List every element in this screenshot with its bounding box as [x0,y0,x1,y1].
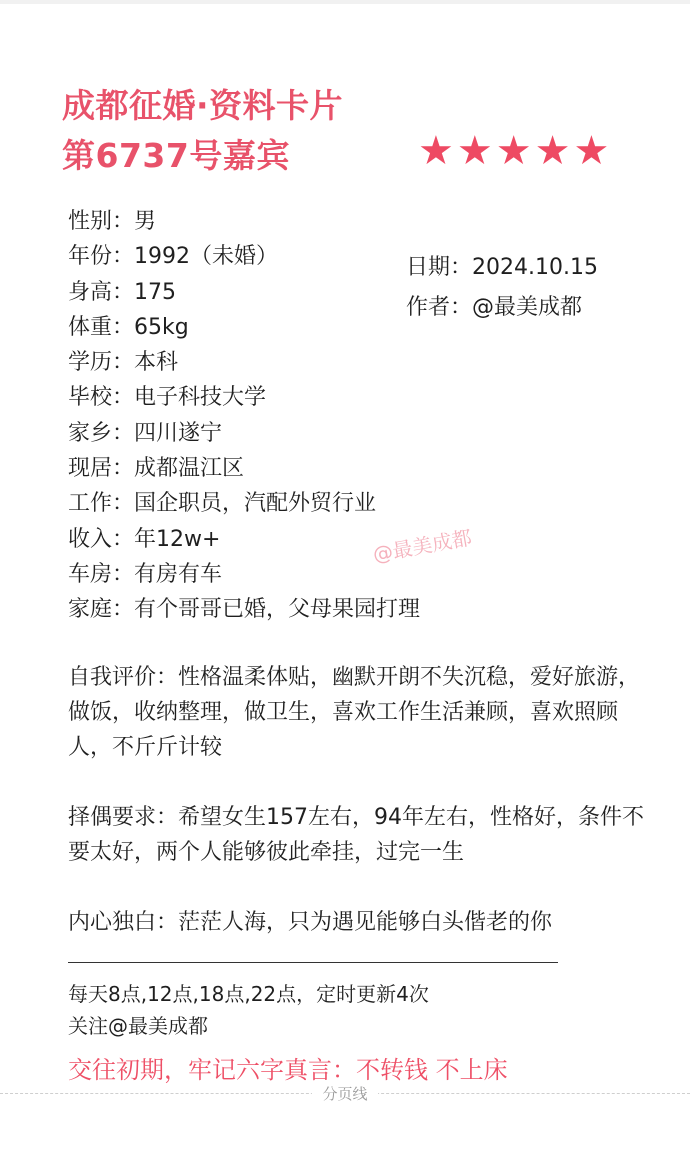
date-label: 日期 [406,255,451,280]
safety-warning: 交往初期，牢记六字真言：不转钱 不上床 [68,1056,508,1084]
footer-notes [68,978,429,1042]
follow-note: 关注@最美成都 [68,1014,208,1038]
profile-label: 身高 [68,279,113,305]
monologue-text: 茫茫人海，只为遇见能够白头偕老的你 [178,910,553,935]
requirements-text: 希望女生157左右，94年左右，性格好，条件不要太好，两个人能够彼此牵挂，过完一生 [68,805,645,865]
profile-label: 毕校 [68,385,113,411]
profile-value: 男 [134,209,157,234]
date-value: 2024.10.15 [472,255,598,280]
post-author: 作者：@最美成都 [406,295,583,320]
profile-value: 有房有车 [134,561,223,587]
monologue-label: 内心独白 [68,910,157,935]
profile-value: 国企职员，汽配外贸行业 [134,491,377,517]
profile-value: 四川遂宁 [134,420,223,446]
page-break [0,1083,690,1104]
profile-label: 工作 [68,491,113,517]
profile-value: 175 [134,279,177,305]
card-title: 成都征婚·资料卡片 [62,86,344,125]
profile-label: 年份 [68,244,113,270]
profile-value: 成都温江区 [134,456,245,482]
profile-label: 学历 [68,350,113,376]
profile-value: 本科 [134,350,179,376]
profile-row-height: 身高：175 [68,279,177,305]
profile-row-family: 家庭：有个哥哥已婚，父母果园打理 [68,597,421,623]
author-value: @最美成都 [472,295,583,320]
profile-list [68,204,420,628]
post-date: 日期：2024.10.15 [406,255,598,280]
section-divider [68,962,558,963]
profile-row-school: 毕校：电子科技大学 [68,385,267,411]
self-evaluation-text: 性格温柔体贴，幽默开朗不失沉稳，爱好旅游，做饭，收纳整理，做卫生，喜欢工作生活兼顾，喜欢照顾人，不斤斤计较 [68,665,641,760]
profile-row-birth-year: 年份：1992（未婚） [68,244,279,270]
post-meta [406,248,598,328]
profile-row-hometown: 家乡：四川遂宁 [68,420,223,446]
star-rating-icon: ★★★★★ [418,128,613,174]
profile-label: 家庭 [68,597,113,623]
profile-value: 1992（未婚） [134,244,279,270]
profile-label: 体重 [68,314,113,340]
profile-label: 车房 [68,561,113,587]
inner-monologue: 内心独白：茫茫人海，只为遇见能够白头偕老的你 [68,910,553,935]
profile-row-income: 收入：年12w+ [68,526,221,552]
watermark: @最美成都 [370,525,474,567]
guest-number: 第6737号嘉宾 [62,136,290,175]
top-divider [0,0,690,4]
profile-row-education: 学历：本科 [68,350,179,376]
profile-row-gender: 性别：男 [68,209,157,234]
profile-row-residence: 现居：成都温江区 [68,456,245,482]
update-schedule: 每天8点,12点,18点,22点，定时更新4次 [68,982,429,1006]
partner-requirements: 择偶要求：希望女生157左右，94年左右，性格好，条件不要太好，两个人能够彼此牵挂，过完一生 [68,805,645,865]
profile-label: 性别 [68,209,113,234]
profile-value: 电子科技大学 [134,385,267,411]
profile-label: 家乡 [68,420,113,446]
page-break-label: 分页线 [312,1085,377,1103]
self-evaluation: 自我评价：性格温柔体贴，幽默开朗不失沉稳，爱好旅游，做饭，收纳整理，做卫生，喜欢工作生活兼顾，喜欢照顾人，不斤斤计较 [68,665,641,760]
profile-row-car-house: 车房：有房有车 [68,561,223,587]
profile-row-weight: 体重：65kg [68,314,189,340]
profile-value: 65kg [134,314,189,340]
profile-value: 有个哥哥已婚，父母果园打理 [134,597,421,623]
profile-value: 年12w+ [134,526,221,552]
author-label: 作者 [406,295,451,320]
requirements-label: 择偶要求 [68,805,157,830]
self-evaluation-label: 自我评价 [68,665,157,690]
profile-label: 收入 [68,526,113,552]
profile-row-job: 工作：国企职员，汽配外贸行业 [68,491,377,517]
profile-label: 现居 [68,456,113,482]
